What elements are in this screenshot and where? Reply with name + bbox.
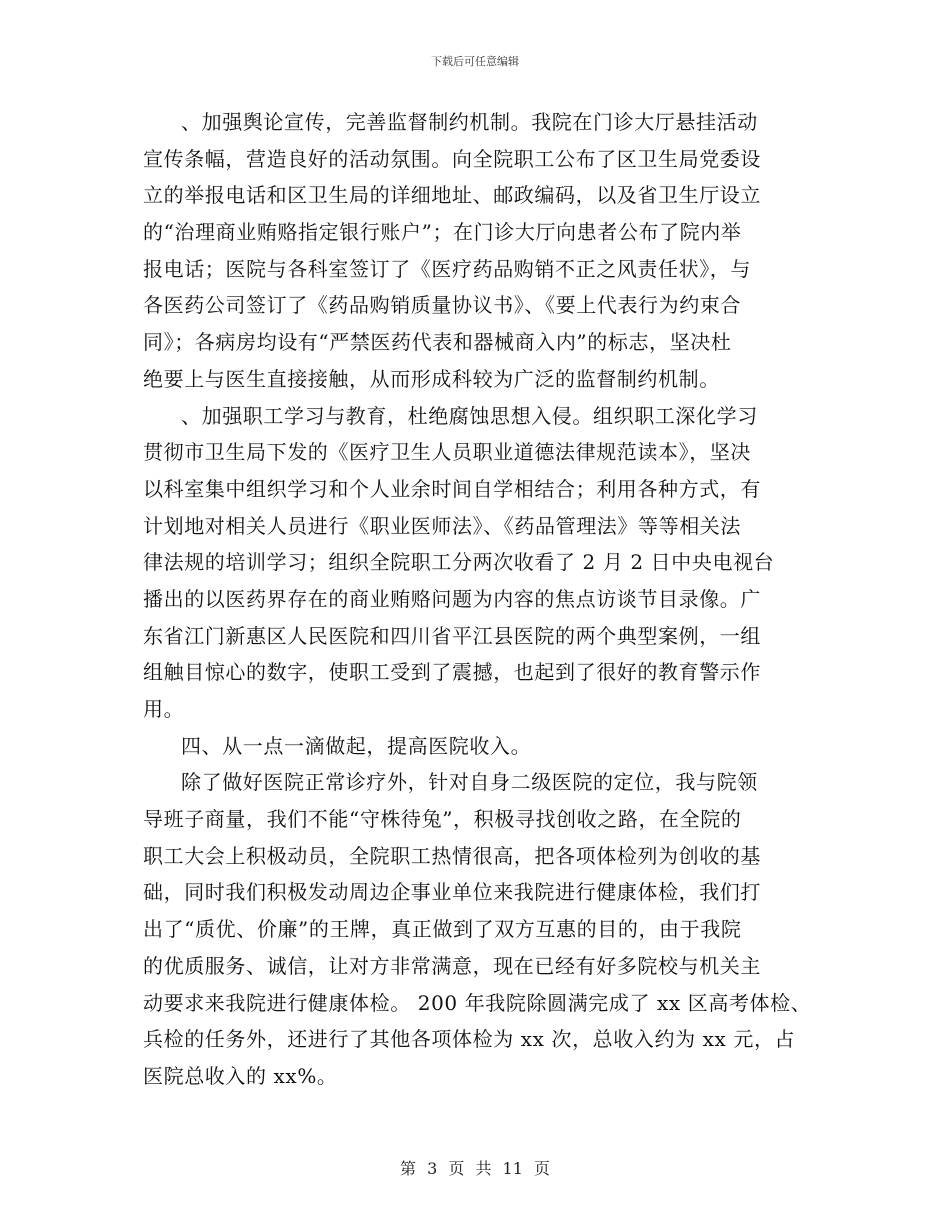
page-number-footer: 第 3 页 共 11 页 [400,1159,550,1178]
text-line: 础，同时我们积极发动周边企事业单位来我院进行健康体检，我们打 [143,880,761,905]
text-line: 医院总收入的 xx%。 [143,1063,338,1088]
text-line: 立的举报电话和区卫生局的详细地址、邮政编码，以及省卫生厅设立 [143,183,761,208]
page-header-note: 下载后可任意编辑 [431,55,519,68]
text-line: 播出的以医药界存在的商业贿赂问题为内容的焦点访谈节目录像。广 [143,586,761,611]
text-line: 、加强职工学习与教育，杜绝腐蚀思想入侵。组织职工深化学习 [181,403,758,428]
text-line: 绝要上与医生直接接触，从而形成科较为广泛的监督制约机制。 [143,366,720,391]
text-line: 以科室集中组织学习和个人业余时间自学相结合；利用各种方式，有 [143,476,761,501]
text-line: 导班子商量，我们不能“守株待兔”，积极寻找创收之路，在全院的 [143,807,742,832]
text-line: 的“治理商业贿赂指定银行账户”；在门诊大厅向患者公布了院内举 [143,220,742,245]
text-line: 计划地对相关人员进行《职业医师法》、《药品管理法》等等相关法 [143,513,741,538]
text-line: 除了做好医院正常诊疗外，针对自身二级医院的定位，我与院领 [181,770,758,795]
text-line: 各医药公司签订了《药品购销质量协议书》、《要上代表行为约束合 [143,293,741,318]
text-line: 的优质服务、诚信，让对方非常满意，现在已经有好多院校与机关主 [143,953,761,978]
section-heading: 四、从一点一滴做起，提高医院收入。 [181,733,532,758]
text-line: 东省江门新惠区人民医院和四川省平江县医院的两个典型案例，一组 [143,623,761,648]
text-line: 宣传条幅，营造良好的活动氛围。向全院职工公布了区卫生局党委设 [143,146,761,171]
text-line: 职工大会上积极动员，全院职工热情很高，把各项体检列为创收的基 [143,843,761,868]
text-line: 动要求来我院进行健康体检。 200 年我院除圆满完成了 xx 区高考体检、 [143,990,811,1015]
document-body [143,104,811,1095]
text-line: 贯彻市卫生局下发的《医疗卫生人员职业道德法律规范读本》，坚决 [143,440,751,465]
text-line: 出了“质优、价廉”的王牌，真正做到了双方互惠的目的，由于我院 [143,917,742,942]
text-line: 同》；各病房均设有“严禁医药代表和器械商入内”的标志，坚决杜 [143,330,732,355]
text-line: 、加强舆论宣传，完善监督制约机制。我院在门诊大厅悬挂活动 [181,110,758,134]
text-line: 兵检的任务外，还进行了其他各项体检为 xx 次，总收入约为 xx 元，占 [143,1027,796,1052]
text-line: 组触目惊心的数字，使职工受到了震撼，也起到了很好的教育警示作 [143,660,761,685]
text-line: 报电话；医院与各科室签订了《医疗药品购销不正之风责任状》，与 [143,256,751,281]
text-line: 律法规的培训学习；组织全院职工分两次收看了 2 月 2 日中央电视台 [143,550,775,575]
text-line: 用。 [143,697,185,721]
